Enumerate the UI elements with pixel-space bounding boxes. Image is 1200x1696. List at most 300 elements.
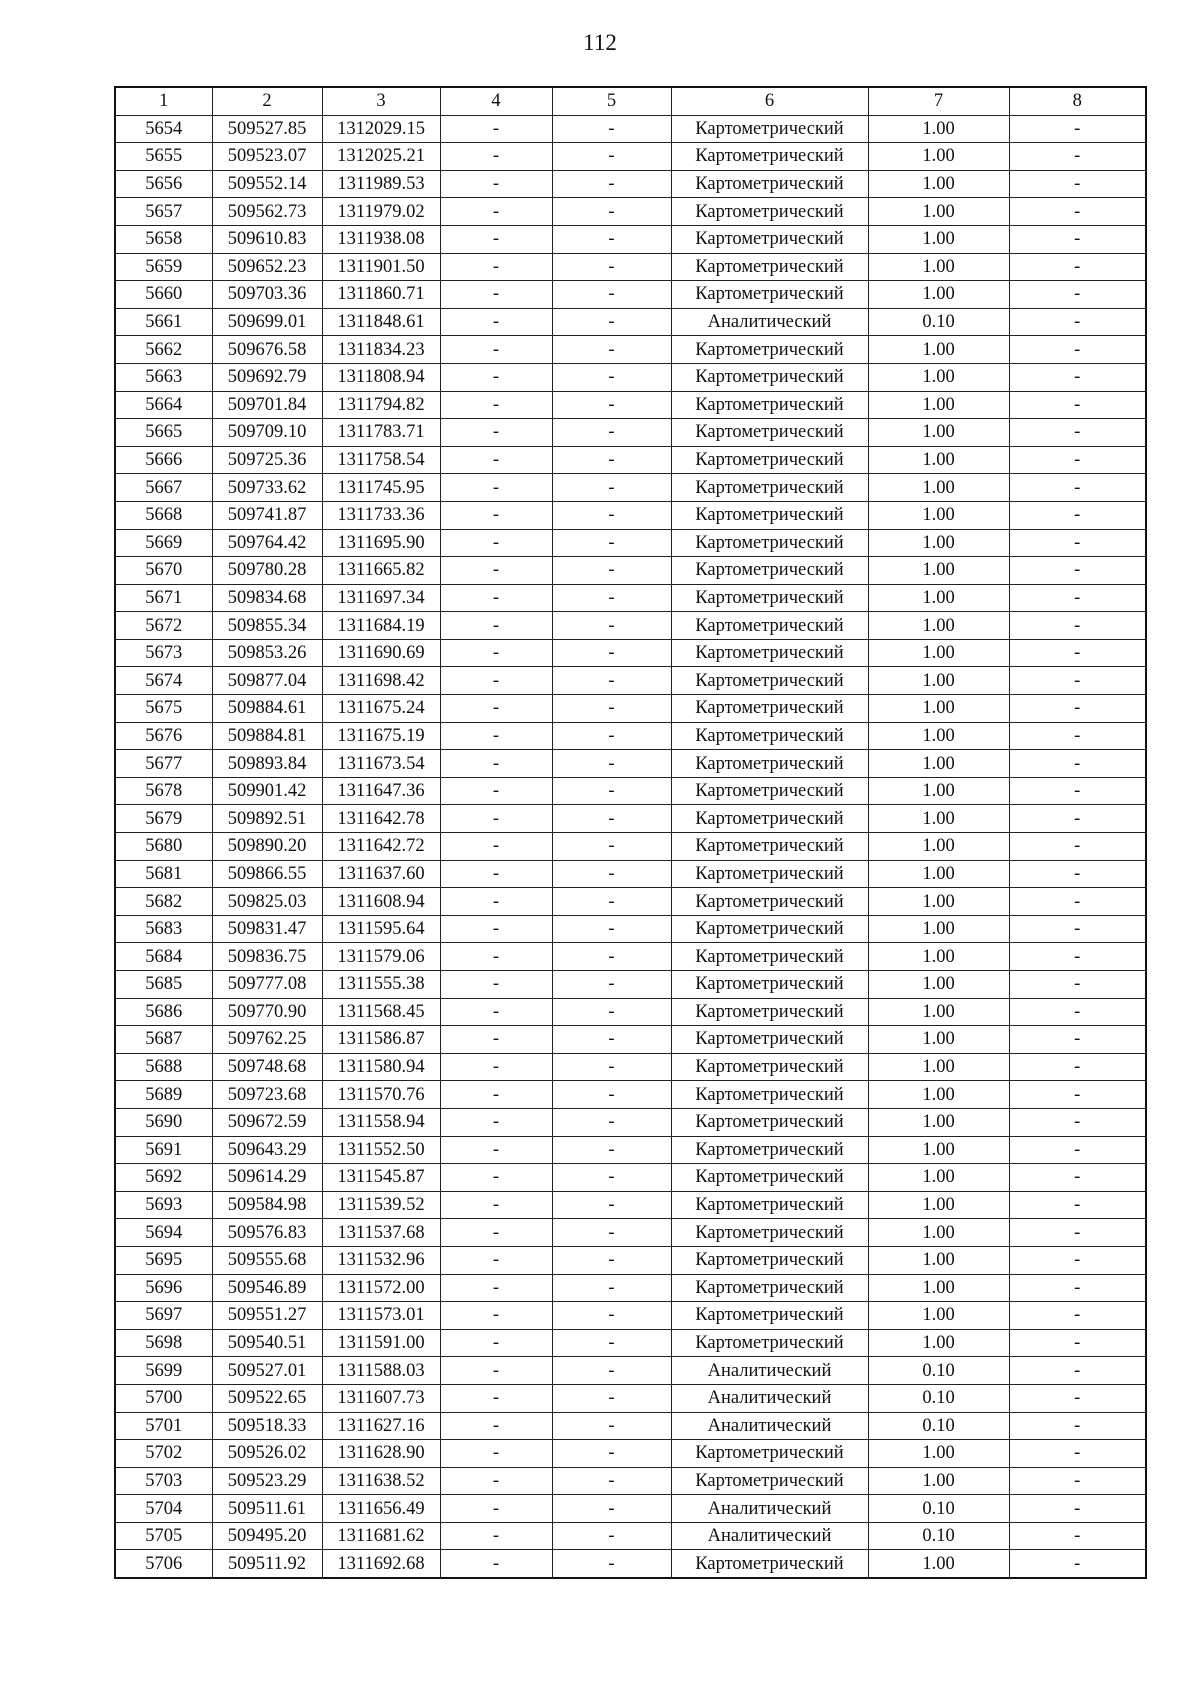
col5-cell: - [552,722,671,750]
x-coordinate-cell: 509855.34 [212,612,322,640]
method-cell: Аналитический [671,1412,868,1440]
point-number-cell: 5680 [115,833,212,861]
col4-cell: - [440,281,552,309]
y-coordinate-cell: 1311545.87 [322,1164,440,1192]
point-number-cell: 5674 [115,667,212,695]
x-coordinate-cell: 509748.68 [212,1053,322,1081]
col4-cell: - [440,1108,552,1136]
x-coordinate-cell: 509527.01 [212,1357,322,1385]
x-coordinate-cell: 509890.20 [212,833,322,861]
y-coordinate-cell: 1311555.38 [322,971,440,999]
x-coordinate-cell: 509552.14 [212,170,322,198]
col4-cell: - [440,722,552,750]
col5-cell: - [552,998,671,1026]
point-number-cell: 5691 [115,1136,212,1164]
y-coordinate-cell: 1311675.24 [322,695,440,723]
table-row [115,612,1146,640]
method-cell: Картометрический [671,584,868,612]
col4-cell: - [440,612,552,640]
col5-cell: - [552,888,671,916]
col8-cell: - [1009,805,1146,833]
col8-cell: - [1009,446,1146,474]
x-coordinate-cell: 509701.84 [212,391,322,419]
table-row [115,529,1146,557]
table-row [115,446,1146,474]
col4-cell: - [440,474,552,502]
x-coordinate-cell: 509780.28 [212,557,322,585]
col8-cell: - [1009,363,1146,391]
point-number-cell: 5655 [115,143,212,171]
accuracy-cell: 1.00 [868,225,1009,253]
x-coordinate-cell: 509866.55 [212,860,322,888]
method-cell: Картометрический [671,695,868,723]
y-coordinate-cell: 1311690.69 [322,639,440,667]
col8-cell: - [1009,612,1146,640]
y-coordinate-cell: 1311675.19 [322,722,440,750]
accuracy-cell: 1.00 [868,253,1009,281]
method-cell: Картометрический [671,1108,868,1136]
col5-cell: - [552,1191,671,1219]
col5-cell: - [552,971,671,999]
table-row [115,1164,1146,1192]
accuracy-cell: 1.00 [868,143,1009,171]
table-row [115,777,1146,805]
y-coordinate-cell: 1311539.52 [322,1191,440,1219]
accuracy-cell: 1.00 [868,943,1009,971]
y-coordinate-cell: 1311628.90 [322,1440,440,1468]
point-number-cell: 5678 [115,777,212,805]
x-coordinate-cell: 509777.08 [212,971,322,999]
col4-cell: - [440,336,552,364]
col4-cell: - [440,1081,552,1109]
col5-cell: - [552,750,671,778]
col5-cell: - [552,419,671,447]
accuracy-cell: 1.00 [868,391,1009,419]
col4-cell: - [440,557,552,585]
table-row [115,308,1146,336]
method-cell: Картометрический [671,1081,868,1109]
x-coordinate-cell: 509892.51 [212,805,322,833]
column-header: 1 [115,87,212,115]
x-coordinate-cell: 509526.02 [212,1440,322,1468]
table-row [115,1246,1146,1274]
accuracy-cell: 1.00 [868,1550,1009,1578]
col5-cell: - [552,1467,671,1495]
col5-cell: - [552,557,671,585]
point-number-cell: 5690 [115,1108,212,1136]
accuracy-cell: 1.00 [868,639,1009,667]
table-row [115,584,1146,612]
point-number-cell: 5689 [115,1081,212,1109]
col4-cell: - [440,391,552,419]
point-number-cell: 5688 [115,1053,212,1081]
x-coordinate-cell: 509893.84 [212,750,322,778]
method-cell: Картометрический [671,888,868,916]
point-number-cell: 5659 [115,253,212,281]
accuracy-cell: 0.10 [868,1495,1009,1523]
col8-cell: - [1009,115,1146,143]
col8-cell: - [1009,888,1146,916]
point-number-cell: 5681 [115,860,212,888]
col4-cell: - [440,915,552,943]
col4-cell: - [440,1191,552,1219]
col4-cell: - [440,1495,552,1523]
y-coordinate-cell: 1311834.23 [322,336,440,364]
point-number-cell: 5686 [115,998,212,1026]
accuracy-cell: 1.00 [868,971,1009,999]
x-coordinate-cell: 509901.42 [212,777,322,805]
col8-cell: - [1009,281,1146,309]
col8-cell: - [1009,1329,1146,1357]
accuracy-cell: 1.00 [868,915,1009,943]
col8-cell: - [1009,1108,1146,1136]
point-number-cell: 5676 [115,722,212,750]
y-coordinate-cell: 1311570.76 [322,1081,440,1109]
method-cell: Аналитический [671,308,868,336]
y-coordinate-cell: 1311537.68 [322,1219,440,1247]
col4-cell: - [440,529,552,557]
x-coordinate-cell: 509692.79 [212,363,322,391]
col4-cell: - [440,1550,552,1578]
point-number-cell: 5706 [115,1550,212,1578]
point-number-cell: 5670 [115,557,212,585]
x-coordinate-cell: 509584.98 [212,1191,322,1219]
method-cell: Картометрический [671,612,868,640]
point-number-cell: 5673 [115,639,212,667]
y-coordinate-cell: 1311794.82 [322,391,440,419]
accuracy-cell: 1.00 [868,557,1009,585]
col4-cell: - [440,584,552,612]
col8-cell: - [1009,474,1146,502]
accuracy-cell: 1.00 [868,281,1009,309]
accuracy-cell: 1.00 [868,1274,1009,1302]
table-row [115,557,1146,585]
col5-cell: - [552,777,671,805]
accuracy-cell: 1.00 [868,612,1009,640]
table-body [115,115,1146,1578]
col4-cell: - [440,308,552,336]
method-cell: Картометрический [671,557,868,585]
col4-cell: - [440,198,552,226]
y-coordinate-cell: 1311579.06 [322,943,440,971]
table-row [115,1108,1146,1136]
point-number-cell: 5684 [115,943,212,971]
col8-cell: - [1009,198,1146,226]
col8-cell: - [1009,170,1146,198]
method-cell: Картометрический [671,115,868,143]
col5-cell: - [552,336,671,364]
column-header: 6 [671,87,868,115]
col8-cell: - [1009,253,1146,281]
col4-cell: - [440,1053,552,1081]
x-coordinate-cell: 509703.36 [212,281,322,309]
col4-cell: - [440,888,552,916]
y-coordinate-cell: 1311572.00 [322,1274,440,1302]
y-coordinate-cell: 1311608.94 [322,888,440,916]
point-number-cell: 5671 [115,584,212,612]
x-coordinate-cell: 509672.59 [212,1108,322,1136]
col5-cell: - [552,1329,671,1357]
accuracy-cell: 1.00 [868,860,1009,888]
col8-cell: - [1009,1302,1146,1330]
col8-cell: - [1009,667,1146,695]
accuracy-cell: 1.00 [868,474,1009,502]
method-cell: Картометрический [671,1302,868,1330]
col5-cell: - [552,1026,671,1054]
col8-cell: - [1009,308,1146,336]
col8-cell: - [1009,143,1146,171]
method-cell: Картометрический [671,419,868,447]
col4-cell: - [440,143,552,171]
accuracy-cell: 1.00 [868,1164,1009,1192]
x-coordinate-cell: 509495.20 [212,1522,322,1550]
accuracy-cell: 1.00 [868,805,1009,833]
table-row [115,115,1146,143]
method-cell: Картометрический [671,943,868,971]
table-row [115,253,1146,281]
col4-cell: - [440,1026,552,1054]
coordinates-table [114,86,1147,1579]
col5-cell: - [552,943,671,971]
col4-cell: - [440,1384,552,1412]
table-row [115,1467,1146,1495]
col8-cell: - [1009,639,1146,667]
table-row [115,1495,1146,1523]
col4-cell: - [440,777,552,805]
col5-cell: - [552,1550,671,1578]
col8-cell: - [1009,1053,1146,1081]
x-coordinate-cell: 509527.85 [212,115,322,143]
col8-cell: - [1009,1550,1146,1578]
y-coordinate-cell: 1311573.01 [322,1302,440,1330]
col4-cell: - [440,419,552,447]
col4-cell: - [440,1136,552,1164]
col5-cell: - [552,1412,671,1440]
point-number-cell: 5693 [115,1191,212,1219]
table-row [115,1219,1146,1247]
x-coordinate-cell: 509877.04 [212,667,322,695]
col5-cell: - [552,1302,671,1330]
method-cell: Картометрический [671,1053,868,1081]
x-coordinate-cell: 509825.03 [212,888,322,916]
col5-cell: - [552,1108,671,1136]
accuracy-cell: 0.10 [868,1412,1009,1440]
col5-cell: - [552,529,671,557]
col5-cell: - [552,1440,671,1468]
x-coordinate-cell: 509762.25 [212,1026,322,1054]
method-cell: Картометрический [671,253,868,281]
y-coordinate-cell: 1311591.00 [322,1329,440,1357]
col4-cell: - [440,225,552,253]
col4-cell: - [440,860,552,888]
method-cell: Картометрический [671,860,868,888]
point-number-cell: 5701 [115,1412,212,1440]
x-coordinate-cell: 509676.58 [212,336,322,364]
col5-cell: - [552,363,671,391]
col8-cell: - [1009,1495,1146,1523]
accuracy-cell: 1.00 [868,750,1009,778]
col5-cell: - [552,1219,671,1247]
col8-cell: - [1009,1357,1146,1385]
col5-cell: - [552,225,671,253]
method-cell: Картометрический [671,391,868,419]
method-cell: Картометрический [671,336,868,364]
page-number: 112 [583,30,617,55]
table-row [115,695,1146,723]
col4-cell: - [440,805,552,833]
accuracy-cell: 1.00 [868,777,1009,805]
point-number-cell: 5654 [115,115,212,143]
point-number-cell: 5664 [115,391,212,419]
y-coordinate-cell: 1311638.52 [322,1467,440,1495]
col5-cell: - [552,1081,671,1109]
table-row [115,943,1146,971]
x-coordinate-cell: 509518.33 [212,1412,322,1440]
method-cell: Картометрический [671,750,868,778]
table-row [115,501,1146,529]
method-cell: Картометрический [671,501,868,529]
col8-cell: - [1009,584,1146,612]
col8-cell: - [1009,833,1146,861]
col8-cell: - [1009,1246,1146,1274]
method-cell: Картометрический [671,722,868,750]
accuracy-cell: 0.10 [868,308,1009,336]
point-number-cell: 5698 [115,1329,212,1357]
table-row [115,888,1146,916]
point-number-cell: 5663 [115,363,212,391]
accuracy-cell: 1.00 [868,1467,1009,1495]
point-number-cell: 5685 [115,971,212,999]
point-number-cell: 5703 [115,1467,212,1495]
method-cell: Картометрический [671,225,868,253]
x-coordinate-cell: 509836.75 [212,943,322,971]
point-number-cell: 5665 [115,419,212,447]
table-row [115,667,1146,695]
col5-cell: - [552,1164,671,1192]
point-number-cell: 5692 [115,1164,212,1192]
method-cell: Картометрический [671,805,868,833]
column-header: 3 [322,87,440,115]
col4-cell: - [440,667,552,695]
col5-cell: - [552,833,671,861]
accuracy-cell: 1.00 [868,833,1009,861]
y-coordinate-cell: 1311642.72 [322,833,440,861]
col5-cell: - [552,584,671,612]
x-coordinate-cell: 509523.07 [212,143,322,171]
method-cell: Картометрический [671,915,868,943]
col4-cell: - [440,1522,552,1550]
x-coordinate-cell: 509643.29 [212,1136,322,1164]
point-number-cell: 5661 [115,308,212,336]
col5-cell: - [552,170,671,198]
y-coordinate-cell: 1311697.34 [322,584,440,612]
table-row [115,1550,1146,1578]
point-number-cell: 5667 [115,474,212,502]
col5-cell: - [552,281,671,309]
point-number-cell: 5683 [115,915,212,943]
x-coordinate-cell: 509764.42 [212,529,322,557]
col4-cell: - [440,1412,552,1440]
accuracy-cell: 1.00 [868,1302,1009,1330]
point-number-cell: 5657 [115,198,212,226]
col8-cell: - [1009,1026,1146,1054]
accuracy-cell: 1.00 [868,1136,1009,1164]
table-row [115,474,1146,502]
method-cell: Картометрический [671,1440,868,1468]
col5-cell: - [552,1246,671,1274]
point-number-cell: 5696 [115,1274,212,1302]
x-coordinate-cell: 509522.65 [212,1384,322,1412]
table-row [115,1053,1146,1081]
method-cell: Картометрический [671,639,868,667]
x-coordinate-cell: 509853.26 [212,639,322,667]
col5-cell: - [552,805,671,833]
y-coordinate-cell: 1311681.62 [322,1522,440,1550]
col8-cell: - [1009,1274,1146,1302]
col5-cell: - [552,695,671,723]
col8-cell: - [1009,750,1146,778]
point-number-cell: 5672 [115,612,212,640]
point-number-cell: 5682 [115,888,212,916]
col8-cell: - [1009,1384,1146,1412]
y-coordinate-cell: 1311673.54 [322,750,440,778]
table-row [115,1412,1146,1440]
col8-cell: - [1009,1136,1146,1164]
col8-cell: - [1009,501,1146,529]
y-coordinate-cell: 1311642.78 [322,805,440,833]
col4-cell: - [440,1274,552,1302]
y-coordinate-cell: 1311627.16 [322,1412,440,1440]
point-number-cell: 5656 [115,170,212,198]
x-coordinate-cell: 509725.36 [212,446,322,474]
col4-cell: - [440,1467,552,1495]
x-coordinate-cell: 509576.83 [212,1219,322,1247]
method-cell: Картометрический [671,1467,868,1495]
method-cell: Картометрический [671,1136,868,1164]
x-coordinate-cell: 509884.81 [212,722,322,750]
table-row [115,722,1146,750]
method-cell: Картометрический [671,474,868,502]
y-coordinate-cell: 1311745.95 [322,474,440,502]
method-cell: Картометрический [671,1246,868,1274]
table-row [115,860,1146,888]
point-number-cell: 5675 [115,695,212,723]
method-cell: Картометрический [671,777,868,805]
method-cell: Аналитический [671,1495,868,1523]
col5-cell: - [552,391,671,419]
accuracy-cell: 1.00 [868,363,1009,391]
y-coordinate-cell: 1311568.45 [322,998,440,1026]
y-coordinate-cell: 1311901.50 [322,253,440,281]
point-number-cell: 5687 [115,1026,212,1054]
table-row [115,915,1146,943]
table-row [115,1191,1146,1219]
point-number-cell: 5660 [115,281,212,309]
method-cell: Картометрический [671,143,868,171]
method-cell: Картометрический [671,446,868,474]
accuracy-cell: 1.00 [868,446,1009,474]
point-number-cell: 5677 [115,750,212,778]
table-row [115,1440,1146,1468]
col4-cell: - [440,1219,552,1247]
col5-cell: - [552,1384,671,1412]
method-cell: Картометрический [671,1026,868,1054]
y-coordinate-cell: 1311758.54 [322,446,440,474]
table-row [115,1302,1146,1330]
accuracy-cell: 1.00 [868,198,1009,226]
method-cell: Картометрический [671,363,868,391]
col8-cell: - [1009,722,1146,750]
